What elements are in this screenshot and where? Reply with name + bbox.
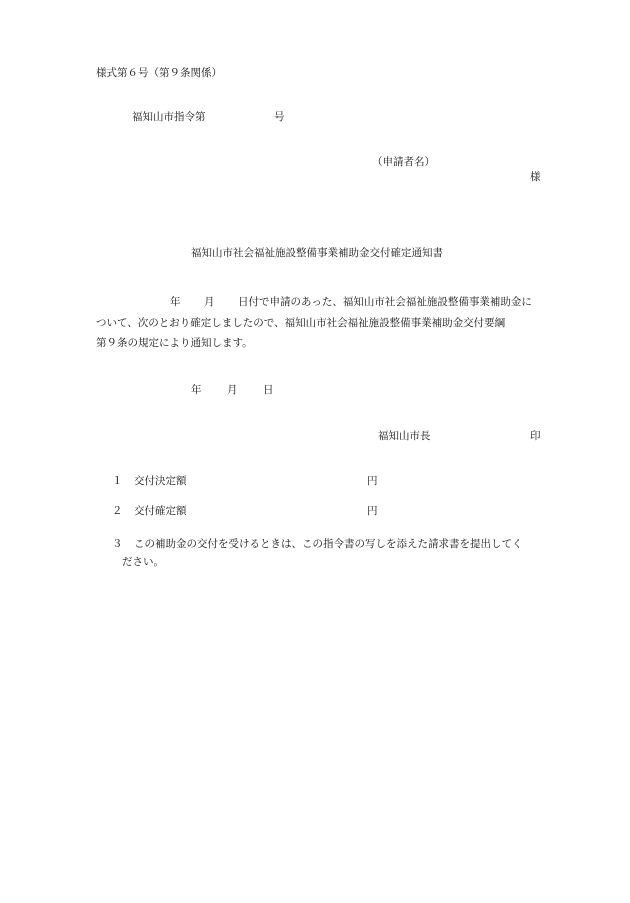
- mayor-title: 福知山市長: [378, 430, 431, 442]
- body-line-1-text: 日付で申請のあった、福知山市社会福祉施設整備事業補助金に: [238, 296, 532, 308]
- body-year-mark: 年: [170, 296, 181, 308]
- seal-mark: 印: [530, 430, 541, 442]
- document-title: 福知山市社会福祉施設整備事業補助金交付確定通知書: [191, 247, 443, 259]
- item-1-number: １: [112, 475, 123, 487]
- directive-number-prefix: 福知山市指令第: [132, 111, 206, 123]
- form-number: 様式第６号（第９条関係）: [96, 67, 222, 79]
- item-1-unit: 円: [367, 475, 378, 487]
- item-2-number: ２: [112, 505, 123, 517]
- applicant-name-label: （申請者名）: [372, 156, 435, 168]
- item-3-text-line-2: ださい。: [122, 556, 164, 568]
- directive-number-suffix: 号: [274, 111, 285, 123]
- date-year: 年: [191, 384, 202, 396]
- item-2-label: 交付確定額: [134, 505, 187, 517]
- body-text-line-2: ついて、次のとおり確定しましたので、福知山市社会福祉施設整備事業補助金交付要綱: [96, 317, 506, 329]
- body-text-line-3: 第９条の規定により通知します。: [96, 337, 253, 349]
- item-3-number: ３: [112, 538, 123, 550]
- applicant-honorific: 様: [530, 171, 541, 183]
- date-day: 日: [263, 384, 274, 396]
- item-3-text-line-1: この補助金の交付を受けるときは、この指令書の写しを添えた請求書を提出してく: [134, 538, 523, 550]
- item-2-unit: 円: [367, 505, 378, 517]
- body-month-mark: 月: [204, 296, 215, 308]
- item-1-label: 交付決定額: [134, 475, 187, 487]
- date-month: 月: [227, 384, 238, 396]
